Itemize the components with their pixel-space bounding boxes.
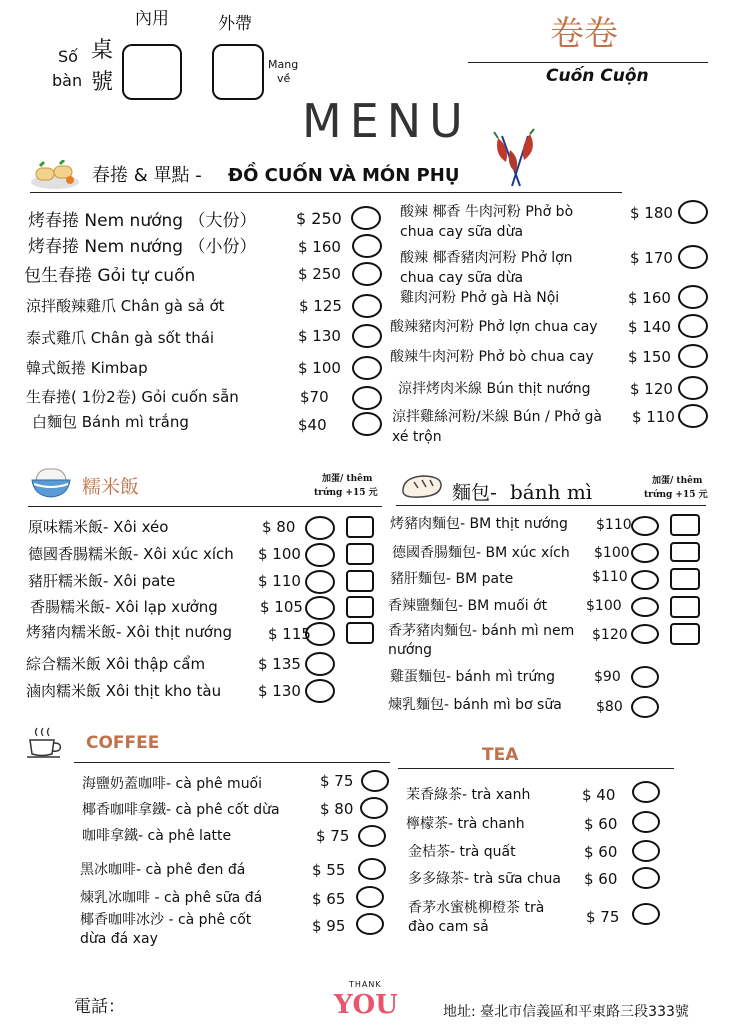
banhmi-item-price: $100: [594, 545, 630, 561]
xoi-egg-note-2: trứng +15 元: [314, 488, 378, 498]
order-checkbox[interactable]: [678, 285, 708, 309]
xoi-divider: [28, 506, 382, 507]
banhmi-item-name: 煉乳麵包- bánh mì bơ sữa: [388, 697, 562, 713]
order-checkbox[interactable]: [631, 696, 659, 718]
pho-item-price: $ 180: [630, 204, 673, 222]
order-checkbox[interactable]: [631, 666, 659, 688]
order-checkbox[interactable]: [305, 570, 335, 594]
tea-item-name: 茉香綠茶- trà xanh: [406, 787, 531, 803]
mang-ve-label-2: về: [277, 72, 291, 85]
xoi-heading: 糯米飯: [82, 476, 140, 498]
order-checkbox[interactable]: [632, 867, 660, 889]
tea-item-name: 香茅水蜜桃柳橙茶 trà đào cam sả: [408, 900, 545, 935]
xoi-item-name: 豬肝糯米飯- Xôi pate: [28, 572, 176, 590]
add-egg-checkbox[interactable]: [346, 516, 374, 538]
order-checkbox[interactable]: [678, 376, 708, 400]
order-checkbox[interactable]: [632, 903, 660, 925]
tea-item-name: 檸檬茶- trà chanh: [406, 816, 525, 832]
order-checkbox[interactable]: [352, 356, 382, 380]
pho-item-name: 酸辣 椰香 牛肉河粉 Phở bò chua cay sữa dừa: [400, 204, 574, 240]
roll-item-name: 泰式雞爪 Chân gà sốt thái: [26, 329, 215, 347]
order-checkbox[interactable]: [678, 344, 708, 368]
roll-item-price: $ 160: [298, 238, 341, 256]
coffee-item-price: $ 75: [316, 827, 350, 845]
table-label-vi-2: bàn: [52, 71, 83, 90]
banhmi-item-price: $90: [594, 669, 621, 685]
banhmi-item-name: 烤豬肉麵包- BM thịt nướng: [390, 516, 568, 532]
roll-item-name: 包生春捲 Gỏi tự cuốn: [24, 266, 196, 286]
banhmi-item-name: 雞蛋麵包- bánh mì trứng: [390, 669, 556, 685]
banhmi-item-name: 香辣鹽麵包- BM muối ớt: [388, 598, 548, 614]
order-checkbox[interactable]: [305, 622, 335, 646]
order-checkbox[interactable]: [631, 624, 659, 644]
coffee-item-name: 椰香咖啡拿鐵- cà phê cốt dừa: [82, 802, 280, 818]
add-egg-checkbox[interactable]: [670, 568, 700, 590]
tea-item-name: 多多綠茶- trà sữa chua: [408, 871, 561, 887]
order-checkbox[interactable]: [352, 262, 382, 286]
order-checkbox[interactable]: [356, 913, 384, 935]
pho-item-price: $ 150: [628, 348, 671, 366]
order-checkbox[interactable]: [631, 543, 659, 563]
brand-vietnamese: Cuốn Cuộn: [546, 66, 649, 86]
banhmi-item-price: $80: [596, 699, 623, 715]
add-egg-checkbox[interactable]: [346, 622, 374, 644]
pho-item-price: $ 110: [632, 408, 675, 426]
banhmi-item-name: 德國香腸麵包- BM xúc xích: [392, 545, 570, 561]
roll-item-price: $ 250: [298, 265, 341, 283]
table-label-vi-1: Số: [58, 47, 78, 66]
banhmi-item-price: $110: [592, 569, 628, 585]
xoi-item-price: $ 130: [258, 682, 301, 700]
rolls-divider: [30, 192, 622, 193]
coffee-heading: COFFEE: [86, 733, 160, 753]
add-egg-checkbox[interactable]: [346, 596, 374, 618]
xoi-item-price: $ 105: [260, 598, 303, 616]
coffee-item-name: 椰香咖啡冰沙 - cà phê cốt dừa đá xay: [80, 912, 252, 947]
pho-item-name: 涼拌烤肉米線 Bún thịt nướng: [398, 381, 591, 397]
order-checkbox[interactable]: [631, 516, 659, 536]
xoi-item-name: 德國香腸糯米飯- Xôi xúc xích: [28, 545, 234, 563]
takeaway-label: 外帶: [218, 14, 252, 34]
order-checkbox[interactable]: [358, 858, 386, 880]
add-egg-checkbox[interactable]: [670, 542, 700, 562]
order-checkbox[interactable]: [305, 652, 335, 676]
coffee-cup-icon: [26, 726, 66, 760]
menu-title: MENU: [302, 94, 471, 148]
roll-item-name: 烤春捲 Nem nướng （小份）: [28, 237, 257, 257]
coffee-item-price: $ 65: [312, 890, 346, 908]
order-checkbox[interactable]: [361, 770, 389, 792]
roll-item-price: $ 130: [298, 327, 341, 345]
banhmi-heading-vi: bánh mì: [510, 480, 593, 504]
order-checkbox[interactable]: [305, 516, 335, 540]
order-checkbox[interactable]: [352, 386, 382, 410]
roll-item-price: $ 125: [299, 297, 342, 315]
order-checkbox[interactable]: [360, 797, 388, 819]
banhmi-item-price: $100: [586, 598, 622, 614]
add-egg-checkbox[interactable]: [670, 596, 700, 618]
banhmi-divider: [396, 505, 706, 506]
xoi-item-price: $ 135: [258, 655, 301, 673]
banhmi-egg-note-2: trứng +15 元: [644, 490, 708, 500]
coffee-item-name: 咖啡拿鐵- cà phê latte: [82, 828, 232, 844]
tea-item-price: $ 60: [584, 870, 618, 888]
order-checkbox[interactable]: [356, 886, 384, 908]
order-checkbox[interactable]: [305, 543, 335, 567]
xoi-item-name: 烤豬肉糯米飯- Xôi thịt nướng: [26, 623, 232, 641]
order-checkbox[interactable]: [352, 324, 382, 348]
order-checkbox[interactable]: [305, 596, 335, 620]
roll-item-name: 韓式飯捲 Kimbap: [26, 359, 148, 377]
add-egg-checkbox[interactable]: [670, 623, 700, 645]
tea-item-price: $ 40: [582, 786, 616, 804]
coffee-item-price: $ 55: [312, 861, 346, 879]
roll-item-name: 烤春捲 Nem nướng （大份）: [28, 211, 257, 231]
address-text: 地址: 臺北市信義區和平東路三段333號: [443, 1004, 689, 1020]
xoi-item-price: $ 115: [268, 625, 311, 643]
coffee-item-name: 海鹽奶蓋咖啡- cà phê muối: [82, 776, 263, 792]
banhmi-egg-note-1: 加蛋/ thêm: [652, 476, 703, 486]
order-checkbox[interactable]: [631, 570, 659, 590]
banhmi-item-name: 豬肝麵包- BM pate: [390, 571, 514, 587]
order-checkbox[interactable]: [678, 314, 708, 338]
order-checkbox[interactable]: [352, 234, 382, 258]
pho-item-name: 酸辣 椰香豬肉河粉 Phở lợn chua cay sữa dừa: [400, 250, 573, 286]
xoi-item-name: 原味糯米飯- Xôi xéo: [28, 518, 169, 536]
roll-item-name: 白麵包 Bánh mì trắng: [32, 413, 189, 431]
tea-item-name: 金桔茶- trà quất: [408, 844, 516, 860]
coffee-item-name: 煉乳冰咖啡 - cà phê sữa đá: [80, 890, 263, 906]
pho-item-price: $ 160: [628, 289, 671, 307]
order-checkbox[interactable]: [632, 781, 660, 803]
tea-divider: [398, 768, 674, 769]
dine-in-label: 內用: [135, 9, 169, 29]
pho-item-price: $ 170: [630, 249, 673, 267]
phone-label: 電話：: [74, 997, 125, 1017]
banhmi-item-price: $110: [596, 517, 632, 533]
coffee-item-price: $ 75: [320, 772, 354, 790]
pho-item-price: $ 140: [628, 318, 671, 336]
xoi-item-price: $ 80: [262, 518, 296, 536]
xoi-item-price: $ 100: [258, 545, 301, 563]
roll-item-price: $ 100: [298, 359, 341, 377]
coffee-item-price: $ 95: [312, 917, 346, 935]
tea-item-price: $ 60: [584, 815, 618, 833]
pho-item-price: $ 120: [630, 380, 673, 398]
bread-icon: [400, 472, 444, 500]
xoi-egg-note-1: 加蛋/ thêm: [322, 474, 373, 484]
coffee-item-price: $ 80: [320, 800, 354, 818]
pho-item-name: 雞肉河粉 Phở gà Hà Nội: [400, 290, 560, 306]
spring-roll-icon: [30, 160, 80, 190]
roll-item-price: $70: [300, 388, 329, 406]
pho-item-name: 酸辣牛肉河粉 Phở bò chua cay: [390, 349, 594, 365]
table-label-zh-1: 桌: [91, 38, 114, 63]
banhmi-heading-zh: 麵包-: [452, 482, 497, 504]
tea-item-price: $ 60: [584, 843, 618, 861]
order-checkbox[interactable]: [678, 404, 708, 428]
order-checkbox[interactable]: [631, 597, 659, 617]
rolls-heading-vi: ĐỒ CUỐN VÀ MÓN PHỤ: [228, 165, 460, 186]
thank-text: THANK: [349, 980, 382, 989]
order-checkbox[interactable]: [678, 200, 708, 224]
roll-item-name: 涼拌酸辣雞爪 Chân gà sả ớt: [26, 297, 225, 315]
tea-heading: TEA: [482, 745, 519, 765]
banhmi-item-price: $120: [592, 627, 628, 643]
roll-item-price: $ 250: [296, 209, 342, 228]
you-text: YOU: [334, 990, 398, 1020]
add-egg-checkbox[interactable]: [346, 543, 374, 565]
table-label-zh-2: 號: [91, 70, 114, 95]
order-checkbox[interactable]: [352, 412, 382, 436]
order-checkbox[interactable]: [678, 245, 708, 269]
order-checkbox[interactable]: [351, 206, 381, 230]
pho-item-name: 酸辣豬肉河粉 Phở lợn chua cay: [390, 319, 598, 335]
takeaway-checkbox[interactable]: [212, 44, 264, 100]
add-egg-checkbox[interactable]: [346, 570, 374, 592]
dine-in-checkbox[interactable]: [122, 44, 182, 100]
xoi-item-price: $ 110: [258, 572, 301, 590]
xoi-item-name: 綜合糯米飯 Xôi thập cẩm: [26, 655, 206, 673]
coffee-divider: [74, 762, 390, 763]
chili-skewer-icon: [490, 128, 540, 190]
tea-item-price: $ 75: [586, 908, 620, 926]
roll-item-price: $40: [298, 416, 327, 434]
brand-chinese: 卷卷: [550, 14, 618, 54]
rice-bowl-icon: [30, 466, 72, 500]
banhmi-item-name: 香茅豬肉麵包- bánh mì nem nướng: [388, 623, 575, 658]
add-egg-checkbox[interactable]: [670, 514, 700, 536]
coffee-item-name: 黑冰咖啡- cà phê đen đá: [80, 862, 246, 878]
order-checkbox[interactable]: [632, 811, 660, 833]
order-checkbox[interactable]: [352, 294, 382, 318]
mang-ve-label-1: Mang: [268, 58, 299, 71]
xoi-item-name: 滷肉糯米飯 Xôi thịt kho tàu: [26, 682, 222, 700]
order-checkbox[interactable]: [632, 840, 660, 862]
roll-item-name: 生春捲( 1份2卷) Gỏi cuốn sẵn: [26, 388, 239, 406]
brand-divider: [468, 62, 708, 63]
rolls-heading-zh: 春捲 & 單點 -: [92, 165, 202, 186]
pho-item-name: 涼拌雞絲河粉/米線 Bún / Phở gà xé trộn: [392, 409, 602, 445]
order-checkbox[interactable]: [305, 679, 335, 703]
order-checkbox[interactable]: [358, 825, 386, 847]
xoi-item-name: 香腸糯米飯- Xôi lạp xưởng: [30, 598, 218, 616]
